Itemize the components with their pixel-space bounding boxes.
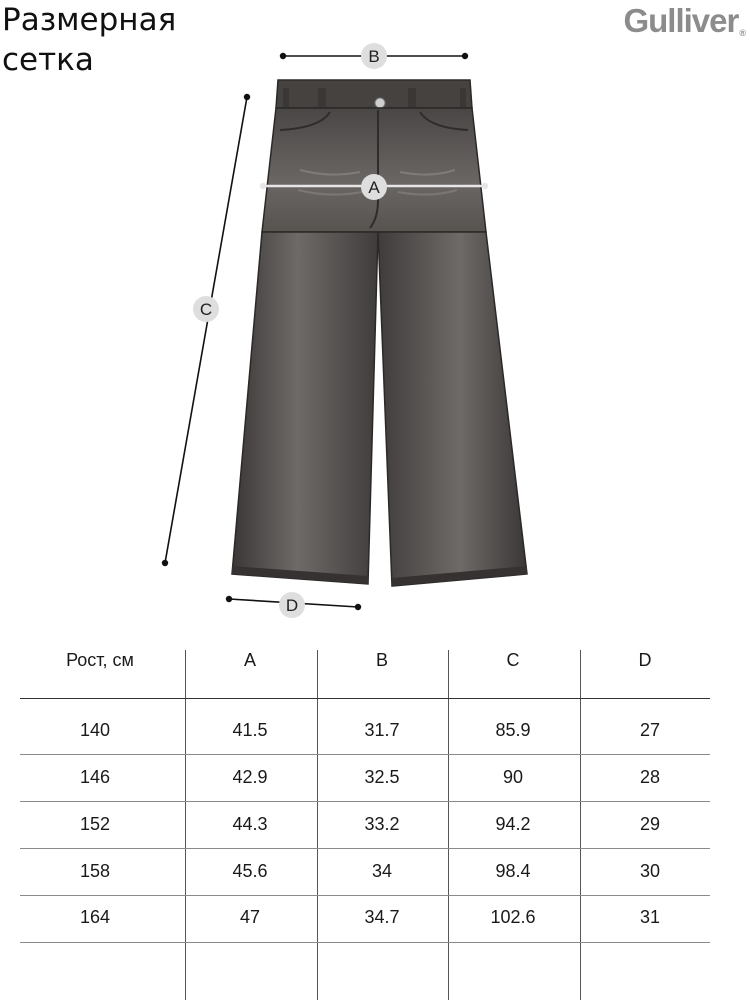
table-cell: 44.3 (232, 814, 268, 834)
header-b: B (375, 650, 388, 670)
measure-c (162, 94, 250, 566)
col-divider (185, 650, 186, 1000)
badge-b-label: B (368, 47, 380, 66)
table-cell: 47 (239, 907, 261, 927)
table-cell: 30 (639, 861, 661, 881)
header-a: A (243, 650, 256, 670)
brand-name: Gulliver (623, 2, 739, 39)
table-cell: 29 (639, 814, 661, 834)
table-cell: 27 (639, 720, 661, 740)
table-cell: 146 (79, 767, 111, 787)
col-divider (448, 650, 449, 1000)
header-height: Рост, см (66, 650, 134, 670)
table-cell: 164 (79, 907, 111, 927)
measure-b (280, 43, 468, 69)
row-divider (20, 895, 710, 896)
table-cell: 45.6 (232, 861, 268, 881)
table-cell: 28 (639, 767, 661, 787)
row-divider (20, 754, 710, 755)
header-c: C (506, 650, 520, 670)
table-cell: 34 (371, 861, 393, 881)
table-cell: 90 (502, 767, 524, 787)
table-cell: 42.9 (232, 767, 268, 787)
badge-d-label: D (285, 596, 299, 615)
col-divider (317, 650, 318, 1000)
jeans-illustration (232, 80, 527, 586)
table-cell: 34.7 (364, 907, 400, 927)
row-divider (20, 801, 710, 802)
table-cell: 32.5 (364, 767, 400, 787)
title-line-2: сетка (2, 42, 94, 78)
table-cell: 102.6 (490, 907, 536, 927)
measure-d (226, 592, 361, 618)
table-cell: 41.5 (232, 720, 268, 740)
title-line-1: Размерная (2, 2, 177, 38)
table-cell: 94.2 (495, 814, 531, 834)
table-cell: 98.4 (495, 861, 531, 881)
header-d: D (638, 650, 652, 670)
badge-c-label: C (199, 300, 213, 319)
table-cell: 31.7 (364, 720, 400, 740)
col-divider (580, 650, 581, 1000)
table-cell: 31 (639, 907, 661, 927)
table-cell: 85.9 (495, 720, 531, 740)
table-cell: 158 (79, 861, 111, 881)
row-divider (20, 942, 710, 943)
table-cell: 140 (79, 720, 111, 740)
badge-a-label: A (368, 178, 380, 197)
header-divider (20, 698, 710, 699)
table-cell: 152 (79, 814, 111, 834)
row-divider (20, 848, 710, 849)
brand-reg-mark: ® (739, 28, 745, 38)
table-cell: 33.2 (364, 814, 400, 834)
